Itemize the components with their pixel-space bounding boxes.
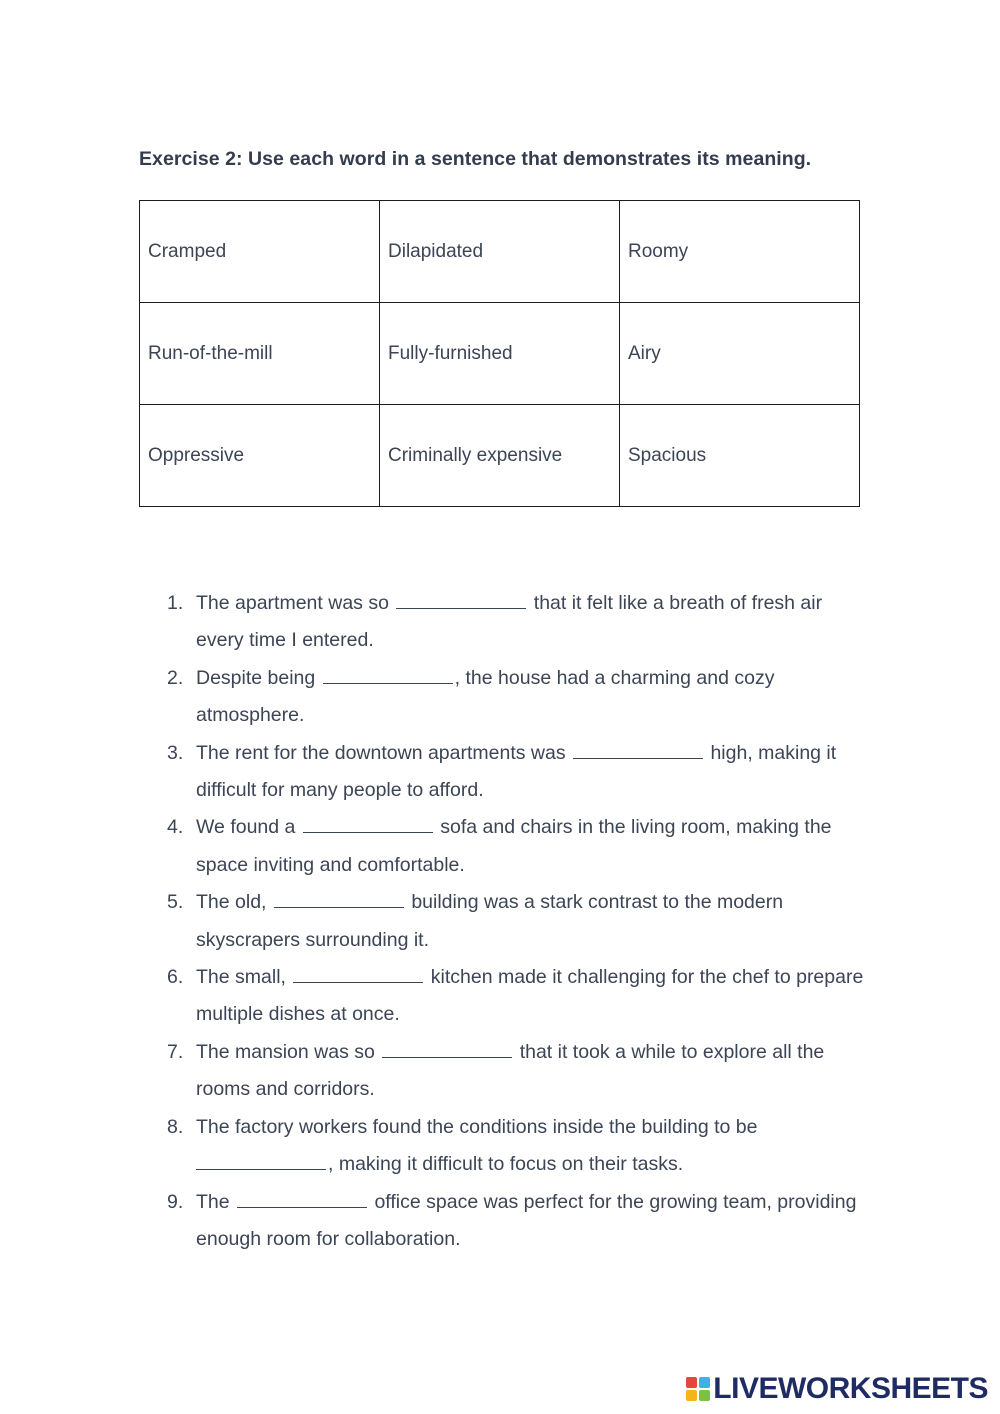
table-row	[140, 201, 860, 303]
sentence-text-before: Despite being	[196, 666, 316, 689]
sentence-text-before: We found a	[196, 816, 296, 839]
sentence-text-after: sofa and chairs in the living room, making the space inviting and comfortable.	[196, 816, 832, 876]
sentence-text-before: The mansion was so	[196, 1040, 375, 1063]
word-cell: Criminally expensive	[380, 405, 620, 507]
answer-blank[interactable]	[573, 757, 703, 759]
item-number: 4.	[167, 816, 184, 839]
sentence-text-after: , the house had a charming and cozy atmosphere.	[196, 666, 775, 727]
sentence-text-after: office space was perfect for the growing team, providing enough room for collaboration.	[196, 1190, 857, 1250]
item-number: 9.	[167, 1190, 184, 1213]
logo-text: LIVEWORKSHEETS	[713, 1372, 988, 1405]
sentence-text-before: The	[196, 1190, 230, 1213]
logo-tile-yellow	[686, 1390, 697, 1401]
table-row	[140, 303, 860, 405]
answer-blank[interactable]	[237, 1206, 367, 1208]
sentence-text-after: , making it difficult to focus on their tasks.	[328, 1153, 684, 1176]
item-number: 6.	[167, 966, 184, 989]
sentence-text-after: high, making it difficult for many people to afford.	[196, 741, 837, 802]
word-cell: Dilapidated	[380, 201, 620, 303]
list-item	[167, 809, 867, 884]
word-cell: Oppressive	[140, 405, 380, 507]
item-number: 5.	[167, 891, 184, 914]
list-item	[167, 1109, 867, 1184]
answer-blank[interactable]	[396, 607, 526, 609]
sentence-text-after: that it felt like a breath of fresh air every time I entered.	[196, 592, 823, 652]
item-number: 3.	[167, 741, 184, 764]
word-cell: Roomy	[620, 201, 860, 303]
item-number: 1.	[167, 592, 184, 614]
list-item	[167, 660, 867, 735]
sentence-text-before: The rent for the downtown apartments was	[196, 741, 566, 764]
word-table	[139, 200, 860, 507]
word-cell: Fully-furnished	[380, 303, 620, 405]
list-item	[167, 1034, 867, 1109]
word-cell: Spacious	[620, 405, 860, 507]
sentence-text-before: The old,	[196, 891, 267, 914]
live-logo-icon	[686, 1377, 710, 1401]
sentence-list	[167, 585, 867, 1258]
logo-tile-green	[699, 1390, 710, 1401]
logo-tile-red	[686, 1377, 697, 1388]
sentence-text-after: that it took a while to explore all the rooms and corridors.	[196, 1040, 825, 1101]
answer-blank[interactable]	[196, 1168, 326, 1170]
word-cell: Run-of-the-mill	[140, 303, 380, 405]
list-item	[167, 585, 867, 660]
sentence-text-after: building was a stark contrast to the modern skyscrapers surrounding it.	[196, 891, 784, 951]
sentence-text-after: kitchen made it challenging for the chef to prepare multiple dishes at once.	[196, 966, 864, 1026]
sentence-text-before: The apartment was so	[196, 592, 389, 614]
item-number: 8.	[167, 1115, 184, 1138]
list-item	[167, 884, 867, 959]
answer-blank[interactable]	[382, 1056, 512, 1058]
answer-blank[interactable]	[323, 682, 453, 684]
exercise-title: Exercise 2: Use each word in a sentence that demonstrates its meaning.	[139, 148, 812, 170]
answer-blank[interactable]	[293, 981, 423, 983]
answer-blank[interactable]	[274, 906, 404, 908]
list-item	[167, 1184, 867, 1259]
sentence-text-before: The small,	[196, 966, 286, 989]
table-row	[140, 405, 860, 507]
answer-blank[interactable]	[303, 831, 433, 833]
item-number: 2.	[167, 666, 184, 689]
word-cell: Cramped	[140, 201, 380, 303]
logo-tile-blue	[699, 1377, 710, 1388]
item-number: 7.	[167, 1040, 184, 1063]
liveworksheets-logo	[686, 1372, 988, 1406]
list-item	[167, 959, 867, 1034]
word-cell: Airy	[620, 303, 860, 405]
sentence-text-before: The factory workers found the conditions inside the building to be	[196, 1115, 758, 1138]
list-item	[167, 735, 867, 810]
